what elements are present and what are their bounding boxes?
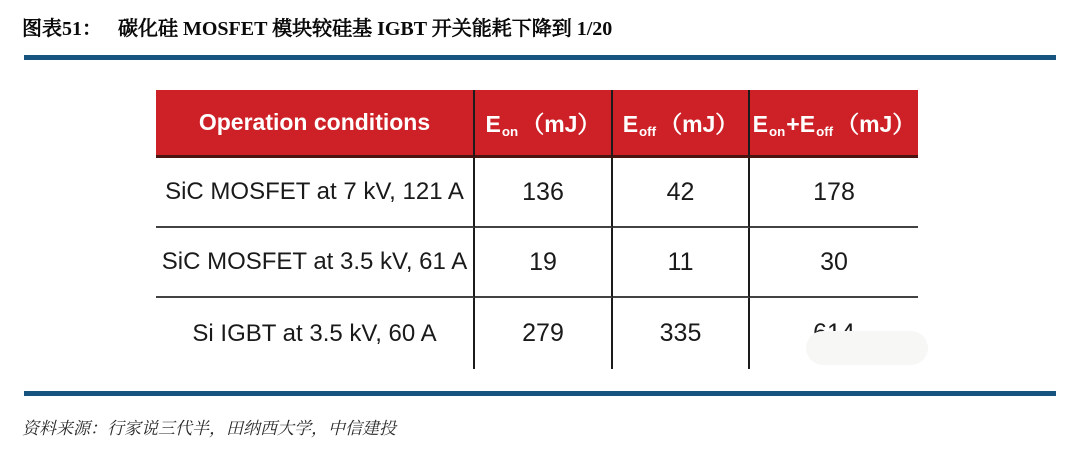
source-prefix: 资料来源：	[22, 419, 107, 438]
header-operation-conditions	[156, 90, 475, 158]
switching-energy-table	[156, 90, 918, 369]
header-eon-label: $E_{on}$ （mJ）	[485, 111, 601, 139]
header-eoff	[613, 90, 750, 158]
figure-title-text: 碳化硅 MOSFET 模块较硅基 IGBT 开关能耗下降到 1/20	[118, 18, 613, 40]
row1-eon-value: 136	[475, 158, 613, 228]
row2-eoff-value: 11	[613, 228, 750, 298]
header-eon-plus-eoff-label: $E_{on}+E_{off}$ （mJ）	[752, 111, 916, 139]
row3-eon-value: 279	[475, 298, 613, 369]
header-operation-conditions-label: Operation conditions	[198, 109, 431, 135]
row3-eoff-value: 335	[613, 298, 750, 369]
figure-title	[22, 12, 612, 41]
row3-condition: Si IGBT at 3.5 kV, 60 A	[156, 298, 475, 369]
header-eon	[475, 90, 613, 158]
header-eon-plus-eoff	[750, 90, 918, 158]
row1-eoff-value: 42	[613, 158, 750, 228]
source-note	[22, 414, 396, 439]
figure-label: 图表51：	[22, 18, 102, 40]
row1-total-value: 178	[750, 158, 918, 228]
row2-total-value: 30	[750, 228, 918, 298]
watermark-artifact	[806, 331, 928, 365]
row2-condition: SiC MOSFET at 3.5 kV, 61 A	[156, 228, 475, 298]
bottom-divider-rule	[24, 391, 1056, 396]
header-eoff-label: $E_{off}$ （mJ）	[622, 111, 739, 139]
source-text: 行家说三代半，田纳西大学，中信建投	[107, 419, 396, 438]
row1-condition: SiC MOSFET at 7 kV, 121 A	[156, 158, 475, 228]
row2-eon-value: 19	[475, 228, 613, 298]
top-divider-rule	[24, 55, 1056, 60]
